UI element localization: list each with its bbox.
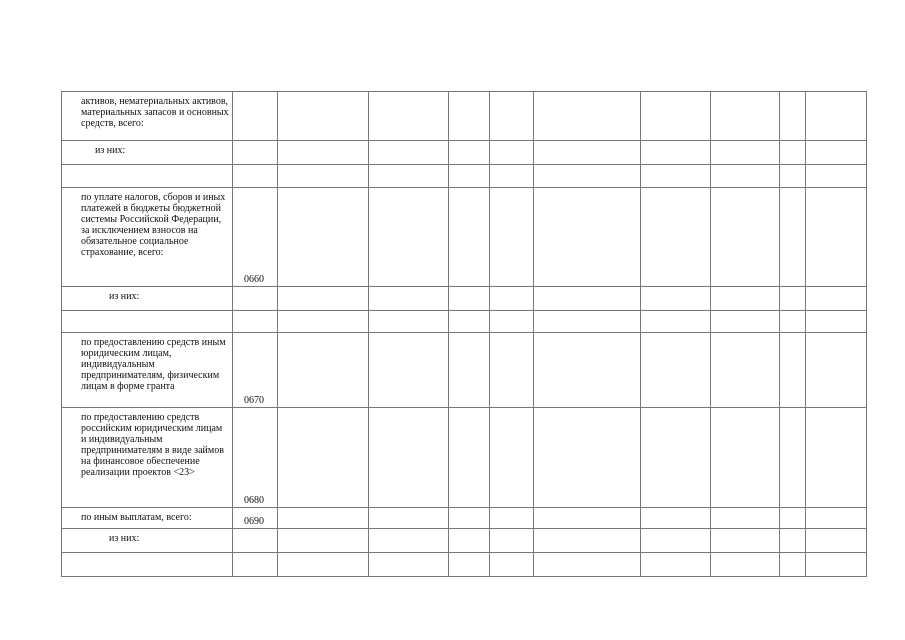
- value-cell: [780, 287, 806, 311]
- row-label: [62, 553, 233, 577]
- value-cell: [490, 287, 534, 311]
- row-label: из них:: [62, 529, 233, 553]
- value-cell: [780, 408, 806, 508]
- table-row: [62, 408, 867, 508]
- row-code: [233, 141, 278, 165]
- value-cell: [711, 141, 780, 165]
- row-label: по иным выплатам, всего:: [62, 508, 233, 529]
- value-cell: [641, 141, 711, 165]
- value-cell: [711, 553, 780, 577]
- value-cell: [534, 141, 641, 165]
- value-cell: [278, 333, 369, 408]
- value-cell: [369, 408, 449, 508]
- table-row: [62, 311, 867, 333]
- value-cell: [806, 141, 867, 165]
- value-cell: [806, 92, 867, 141]
- value-cell: [278, 165, 369, 188]
- value-cell: [490, 529, 534, 553]
- value-cell: [449, 529, 490, 553]
- value-cell: [449, 508, 490, 529]
- row-code: 0660: [233, 188, 278, 287]
- report-table: [61, 91, 867, 577]
- value-cell: [449, 311, 490, 333]
- table-row: [62, 92, 867, 141]
- row-label: по предоставлению средств иным юридическим лицам, индивидуальным предпринимателям, физическим лицам в форме гранта: [62, 333, 233, 408]
- value-cell: [278, 92, 369, 141]
- value-cell: [278, 311, 369, 333]
- row-code: [233, 92, 278, 141]
- value-cell: [780, 141, 806, 165]
- value-cell: [369, 141, 449, 165]
- value-cell: [780, 333, 806, 408]
- value-cell: [806, 311, 867, 333]
- row-label: [62, 165, 233, 188]
- value-cell: [641, 529, 711, 553]
- row-label: из них:: [62, 141, 233, 165]
- value-cell: [369, 553, 449, 577]
- value-cell: [449, 333, 490, 408]
- value-cell: [534, 408, 641, 508]
- value-cell: [806, 408, 867, 508]
- value-cell: [490, 141, 534, 165]
- table-row: [62, 333, 867, 408]
- value-cell: [711, 188, 780, 287]
- value-cell: [369, 311, 449, 333]
- value-cell: [641, 408, 711, 508]
- value-cell: [806, 165, 867, 188]
- table-row: [62, 553, 867, 577]
- value-cell: [780, 188, 806, 287]
- value-cell: [780, 92, 806, 141]
- value-cell: [534, 165, 641, 188]
- value-cell: [806, 188, 867, 287]
- value-cell: [780, 553, 806, 577]
- value-cell: [806, 553, 867, 577]
- value-cell: [490, 508, 534, 529]
- value-cell: [449, 287, 490, 311]
- value-cell: [641, 165, 711, 188]
- table-row: [62, 529, 867, 553]
- table-row: [62, 188, 867, 287]
- value-cell: [641, 188, 711, 287]
- value-cell: [534, 188, 641, 287]
- value-cell: [278, 408, 369, 508]
- value-cell: [449, 141, 490, 165]
- value-cell: [641, 311, 711, 333]
- value-cell: [490, 553, 534, 577]
- value-cell: [534, 92, 641, 141]
- value-cell: [369, 165, 449, 188]
- value-cell: [369, 333, 449, 408]
- value-cell: [449, 188, 490, 287]
- value-cell: [534, 529, 641, 553]
- value-cell: [806, 287, 867, 311]
- value-cell: [278, 287, 369, 311]
- value-cell: [449, 553, 490, 577]
- value-cell: [490, 165, 534, 188]
- value-cell: [490, 92, 534, 141]
- value-cell: [641, 287, 711, 311]
- value-cell: [711, 529, 780, 553]
- value-cell: [278, 508, 369, 529]
- value-cell: [534, 508, 641, 529]
- value-cell: [449, 165, 490, 188]
- value-cell: [490, 311, 534, 333]
- value-cell: [369, 188, 449, 287]
- value-cell: [278, 188, 369, 287]
- value-cell: [641, 508, 711, 529]
- row-code: [233, 553, 278, 577]
- value-cell: [449, 92, 490, 141]
- value-cell: [534, 287, 641, 311]
- row-code: 0680: [233, 408, 278, 508]
- value-cell: [490, 188, 534, 287]
- value-cell: [490, 333, 534, 408]
- value-cell: [641, 553, 711, 577]
- value-cell: [534, 311, 641, 333]
- table-row: [62, 141, 867, 165]
- table-row: [62, 508, 867, 529]
- row-label: по предоставлению средств российским юридическим лицам и индивидуальным предпринимателям в виде займов на финансовое обеспечение реализации проектов <23>: [62, 408, 233, 508]
- row-label: из них:: [62, 287, 233, 311]
- value-cell: [711, 408, 780, 508]
- value-cell: [780, 165, 806, 188]
- value-cell: [711, 508, 780, 529]
- value-cell: [534, 553, 641, 577]
- row-code: 0670: [233, 333, 278, 408]
- value-cell: [641, 333, 711, 408]
- value-cell: [369, 287, 449, 311]
- value-cell: [278, 553, 369, 577]
- table-row: [62, 165, 867, 188]
- value-cell: [780, 529, 806, 553]
- value-cell: [369, 529, 449, 553]
- value-cell: [806, 508, 867, 529]
- table-row: [62, 287, 867, 311]
- value-cell: [780, 311, 806, 333]
- value-cell: [711, 165, 780, 188]
- row-code: [233, 529, 278, 553]
- value-cell: [711, 311, 780, 333]
- row-code: [233, 311, 278, 333]
- value-cell: [490, 408, 534, 508]
- value-cell: [369, 92, 449, 141]
- value-cell: [278, 141, 369, 165]
- row-label: активов, нематериальных активов, материальных запасов и основных средств, всего:: [62, 92, 233, 141]
- value-cell: [278, 529, 369, 553]
- value-cell: [711, 333, 780, 408]
- value-cell: [369, 508, 449, 529]
- value-cell: [780, 508, 806, 529]
- value-cell: [641, 92, 711, 141]
- row-label: [62, 311, 233, 333]
- value-cell: [534, 333, 641, 408]
- value-cell: [711, 92, 780, 141]
- row-code: [233, 165, 278, 188]
- row-label: по уплате налогов, сборов и иных платежей в бюджеты бюджетной системы Российской Федерации, за исключением взносов на обязательное социальное страхование, всего:: [62, 188, 233, 287]
- value-cell: [711, 287, 780, 311]
- row-code: 0690: [233, 508, 278, 529]
- value-cell: [806, 529, 867, 553]
- value-cell: [449, 408, 490, 508]
- value-cell: [806, 333, 867, 408]
- row-code: [233, 287, 278, 311]
